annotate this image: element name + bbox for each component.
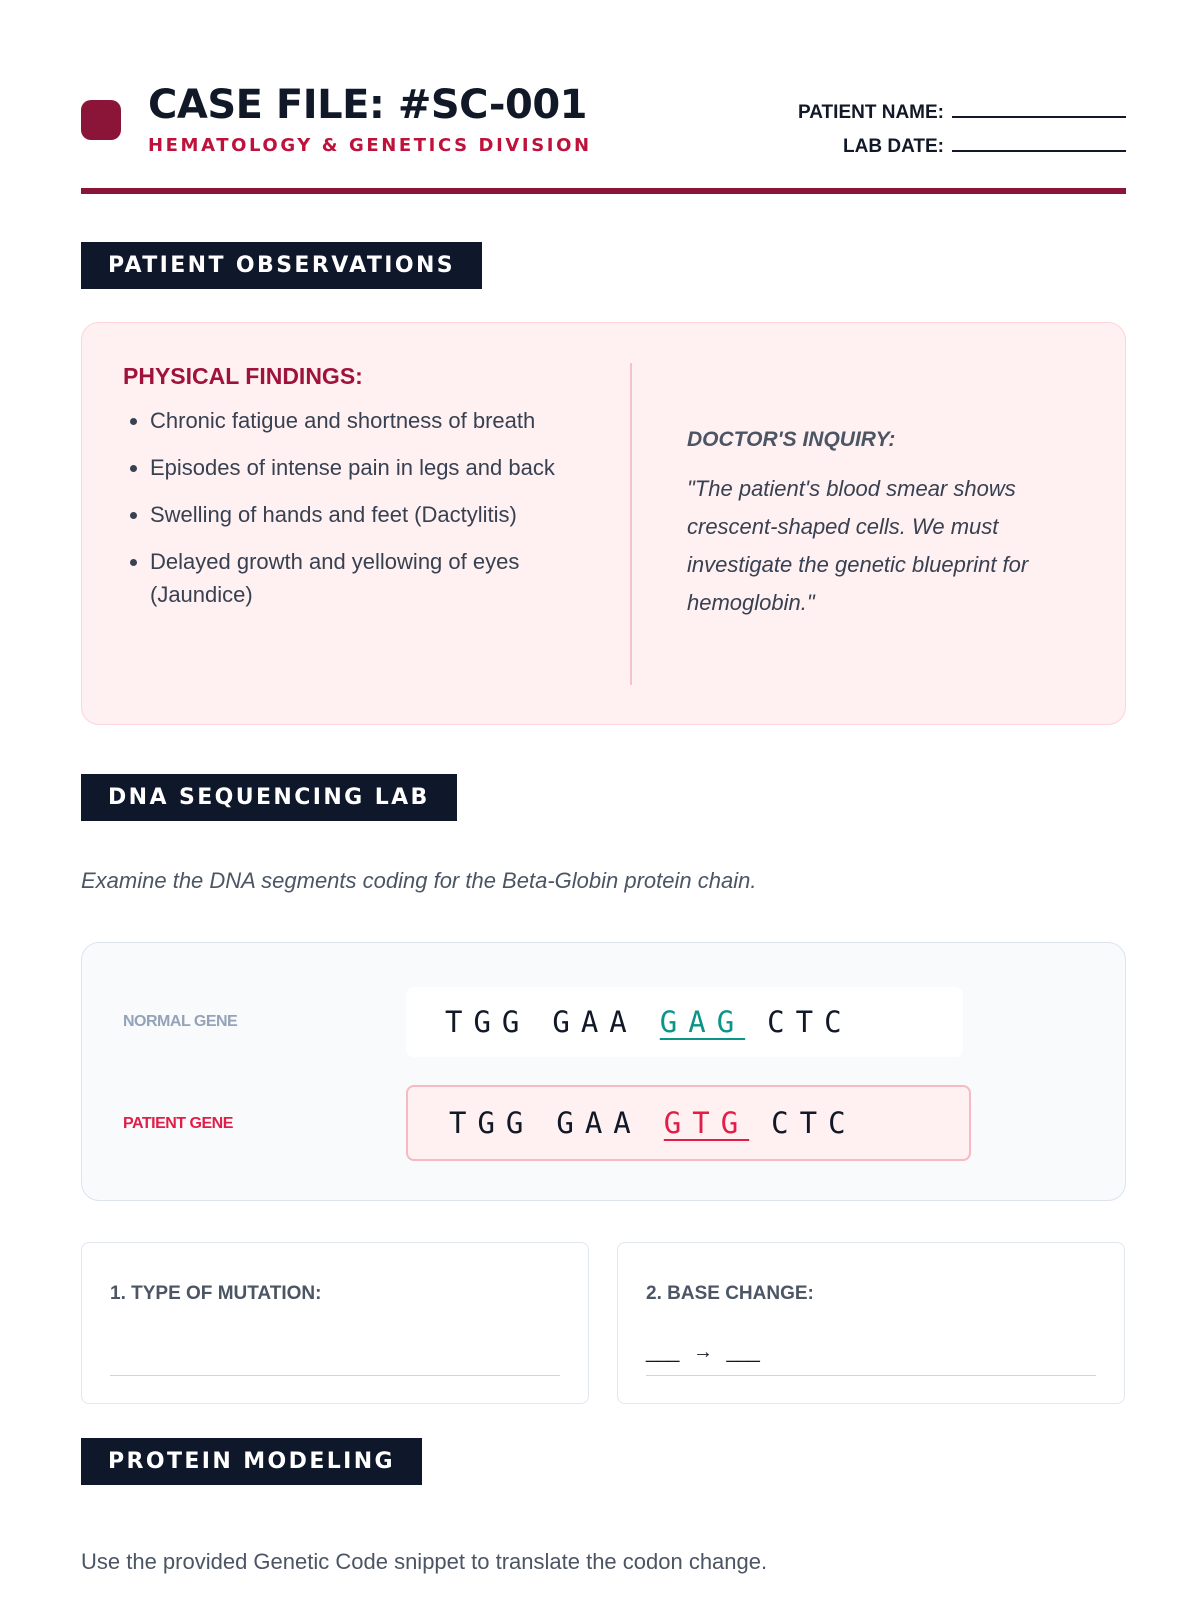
lab-date-row bbox=[798, 124, 1126, 158]
observations-card bbox=[81, 322, 1126, 725]
lab-date-field[interactable] bbox=[952, 132, 1126, 152]
section-title-dna-lab: DNA SEQUENCING LAB bbox=[81, 774, 457, 821]
header-divider bbox=[81, 188, 1126, 194]
codon-highlight-mutated: GTG bbox=[663, 1106, 750, 1140]
codon: GAA bbox=[552, 1005, 638, 1039]
lab-date-label: LAB DATE: bbox=[843, 136, 944, 157]
codon: GAA bbox=[556, 1106, 642, 1140]
dna-lab-intro: Examine the DNA segments coding for the Beta-Globin protein chain. bbox=[81, 868, 757, 893]
normal-gene-sequence bbox=[406, 987, 963, 1057]
patient-gene-sequence bbox=[406, 1085, 971, 1161]
base-change-label: 2. BASE CHANGE: bbox=[646, 1283, 814, 1304]
base-to-blank: ___ bbox=[726, 1341, 760, 1363]
card-divider bbox=[630, 363, 632, 685]
codon-highlight-normal: GAG bbox=[659, 1005, 746, 1039]
inquiry-quote: "The patient's blood smear shows crescent-shaped cells. We must investigate the genetic blueprint for hemoglobin." bbox=[687, 476, 1029, 615]
mutation-type-label: 1. TYPE OF MUTATION: bbox=[110, 1283, 322, 1304]
section-title-observations: PATIENT OBSERVATIONS bbox=[81, 242, 482, 289]
patient-name-row bbox=[798, 90, 1126, 124]
findings-list bbox=[123, 404, 593, 611]
list-item: • Chronic fatigue and shortness of breath bbox=[150, 404, 593, 437]
logo-mark bbox=[81, 100, 121, 140]
codon: TGG bbox=[445, 1005, 531, 1039]
codon: TGG bbox=[449, 1106, 535, 1140]
dna-comparison-card bbox=[81, 942, 1126, 1201]
base-change-answer-box bbox=[617, 1242, 1125, 1404]
mutation-type-answer-box bbox=[81, 1242, 589, 1404]
list-item: • Delayed growth and yellowing of eyes (Jaundice) bbox=[150, 545, 593, 611]
protein-intro: Use the provided Genetic Code snippet to translate the codon change. bbox=[81, 1549, 768, 1574]
base-from-blank: ___ bbox=[646, 1341, 680, 1363]
normal-gene-label: NORMAL GENE bbox=[123, 1013, 238, 1030]
doctors-inquiry bbox=[687, 428, 1087, 622]
case-title: CASE FILE: #SC-001 bbox=[148, 82, 588, 128]
findings-title: PHYSICAL FINDINGS: bbox=[123, 363, 363, 389]
list-item: • Episodes of intense pain in legs and back bbox=[150, 451, 593, 484]
mutation-type-field[interactable] bbox=[110, 1375, 560, 1376]
patient-meta bbox=[798, 90, 1126, 158]
physical-findings bbox=[123, 363, 593, 625]
base-change-line bbox=[646, 1375, 1096, 1376]
base-change-field[interactable] bbox=[646, 1341, 760, 1364]
inquiry-title: DOCTOR'S INQUIRY: bbox=[687, 428, 896, 451]
patient-name-label: PATIENT NAME: bbox=[797, 102, 944, 123]
patient-name-field[interactable] bbox=[952, 98, 1126, 118]
section-title-protein: PROTEIN MODELING bbox=[81, 1438, 422, 1485]
codon: CTC bbox=[771, 1106, 857, 1140]
codon: CTC bbox=[767, 1005, 853, 1039]
header bbox=[81, 80, 1126, 190]
patient-gene-label: PATIENT GENE bbox=[123, 1115, 233, 1132]
list-item: • Swelling of hands and feet (Dactylitis) bbox=[150, 498, 593, 531]
arrow-icon: → bbox=[692, 1341, 713, 1363]
division-subtitle: HEMATOLOGY & GENETICS DIVISION bbox=[148, 135, 592, 156]
